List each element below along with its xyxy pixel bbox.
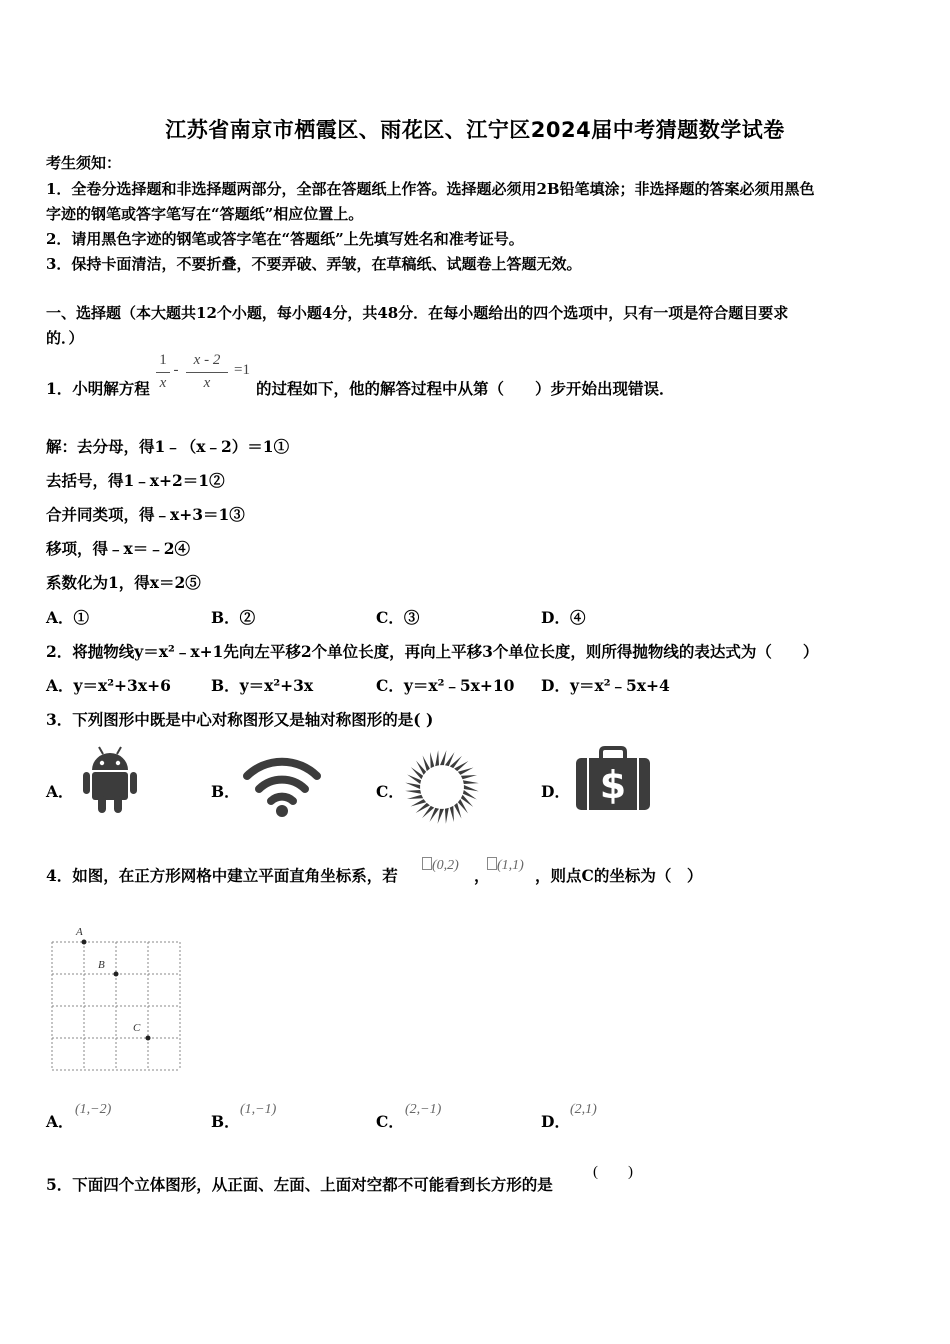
sunburst-petal	[423, 756, 430, 772]
q3-option-a: A．	[46, 782, 74, 801]
sunburst-petal	[405, 790, 421, 794]
q1-step: 合并同类项，得﹣x+3＝1③	[46, 505, 245, 524]
q1-option-a: A．①	[46, 608, 90, 627]
notice-heading: 考生须知：	[46, 154, 122, 172]
q4-point-b: (1,1)	[487, 857, 524, 874]
q1-prefix: 1．小明解方程	[46, 379, 150, 398]
fraction-bar	[156, 372, 170, 373]
notice-item: 2．请用黑色字迹的钢笔或答字笔在“答题纸”上先填写姓名和准考证号。	[46, 230, 524, 248]
missing-glyph-icon	[487, 857, 497, 870]
q5-paren: ( )	[593, 1164, 633, 1180]
q2-option-b: B．y＝x²+3x	[211, 676, 314, 695]
sunburst-petal	[450, 806, 454, 822]
android-robot-icon	[82, 744, 138, 814]
q3-option-b: B．	[211, 782, 240, 801]
sunburst-petal	[438, 809, 444, 824]
q4-option-a: A．	[46, 1112, 74, 1131]
q1-equals: =1	[234, 362, 250, 378]
sunburst-petal	[461, 775, 477, 779]
q4-option-b-value: (1,−1)	[240, 1102, 277, 1117]
label-b: B	[98, 959, 105, 971]
q4-prefix: 4．如图，在正方形网格中建立平面直角坐标系，若	[46, 866, 398, 885]
sunburst-petal	[407, 795, 423, 799]
q4-option-a-value: (1,−2)	[75, 1102, 112, 1117]
q4-suffix: ，则点C的坐标为（ ）	[535, 866, 703, 885]
q3-option-d: D．	[541, 782, 570, 801]
fraction-bar	[186, 372, 228, 373]
notice-item: 字迹的钢笔或答字笔写在“答题纸”相应位置上。	[46, 205, 364, 223]
q4-option-d: D．	[541, 1112, 570, 1131]
q1-step: 系数化为1，得x＝2⑤	[46, 573, 201, 592]
label-a: A	[76, 926, 83, 938]
sunburst-ring-icon	[403, 748, 481, 826]
coordinate-grid-figure	[46, 922, 186, 1074]
sunburst-petal	[458, 768, 474, 775]
point-b	[114, 972, 119, 977]
q4-option-d-value: (2,1)	[570, 1102, 597, 1117]
sunburst-petal	[440, 750, 446, 765]
wifi-icon	[242, 756, 322, 818]
q1-step: 去括号，得1﹣x+2＝1②	[46, 471, 225, 490]
missing-glyph-icon	[422, 857, 432, 870]
svg-text:$: $	[599, 763, 627, 807]
q4-comma: ，	[474, 866, 490, 885]
notice-item: 1．全卷分选择题和非选择题两部分，全部在答题纸上作答。选择题必须用2B铅笔填涂；非选择题的答案必须用黑色	[46, 180, 815, 198]
q4-point-a: (0,2)	[422, 857, 459, 874]
sunburst-petal	[464, 785, 479, 791]
point-a	[82, 940, 87, 945]
q1-frac2-num: x - 2	[193, 352, 221, 368]
sunburst-petal	[405, 783, 420, 789]
q2-option-d: D．y＝x²﹣5x+4	[541, 676, 670, 695]
q4-option-b: B．	[211, 1112, 240, 1131]
q1-step: 解：去分母，得1﹣（x﹣2）＝1①	[46, 437, 290, 456]
q3-option-c: C．	[376, 782, 404, 801]
q1-option-c: C．③	[376, 608, 420, 627]
label-c: C	[133, 1022, 141, 1034]
q1-frac1-num: 1	[159, 352, 167, 368]
sunburst-petal	[454, 803, 461, 819]
sunburst-petal	[445, 808, 449, 824]
sunburst-petal	[411, 799, 427, 806]
q1-minus: -	[173, 362, 179, 378]
sunburst-petal	[435, 750, 439, 766]
notice-item: 3．保持卡面清洁，不要折叠，不要弄破、弄皱，在草稿纸、试题卷上答题无效。	[46, 255, 582, 273]
sunburst-petal	[430, 752, 434, 768]
q1-suffix: 的过程如下，他的解答过程中从第（ ）步开始出现错误．	[256, 379, 675, 398]
sunburst-petal	[463, 780, 479, 784]
q1-option-d: D．④	[541, 608, 586, 627]
section-heading-cont: 的．）	[46, 329, 84, 347]
q1-option-b: B．②	[211, 608, 256, 627]
page-title: 江苏省南京市栖霞区、雨花区、江宁区2024届中考猜题数学试卷	[165, 118, 785, 142]
q2-stem: 2．将抛物线y＝x²﹣x+1先向左平移2个单位长度，再向上平移3个单位长度，则所得抛物线的表达式为（ ）	[46, 642, 819, 661]
q1-step: 移项，得﹣x＝﹣2④	[46, 539, 191, 558]
q4-option-c: C．	[376, 1112, 404, 1131]
money-bag-dollar-icon	[574, 746, 652, 812]
q5-stem: 5．下面四个立体图形，从正面、左面、上面对空都不可能看到长方形的是	[46, 1175, 553, 1194]
q2-option-c: C．y＝x²﹣5x+10	[376, 676, 515, 695]
q1-frac1-den: x	[159, 375, 167, 391]
q4-option-c-value: (2,−1)	[405, 1102, 442, 1117]
q2-option-a: A．y＝x²+3x+6	[46, 676, 171, 695]
q1-frac2-den: x	[203, 375, 211, 391]
q3-stem: 3．下列图形中既是中心对称图形又是轴对称图形的是( )	[46, 710, 434, 729]
section-heading: 一、选择题（本大题共12个小题，每小题4分，共48分．在每小题给出的四个选项中，只有一项是符合题目要求	[46, 304, 789, 322]
point-c	[146, 1036, 151, 1041]
